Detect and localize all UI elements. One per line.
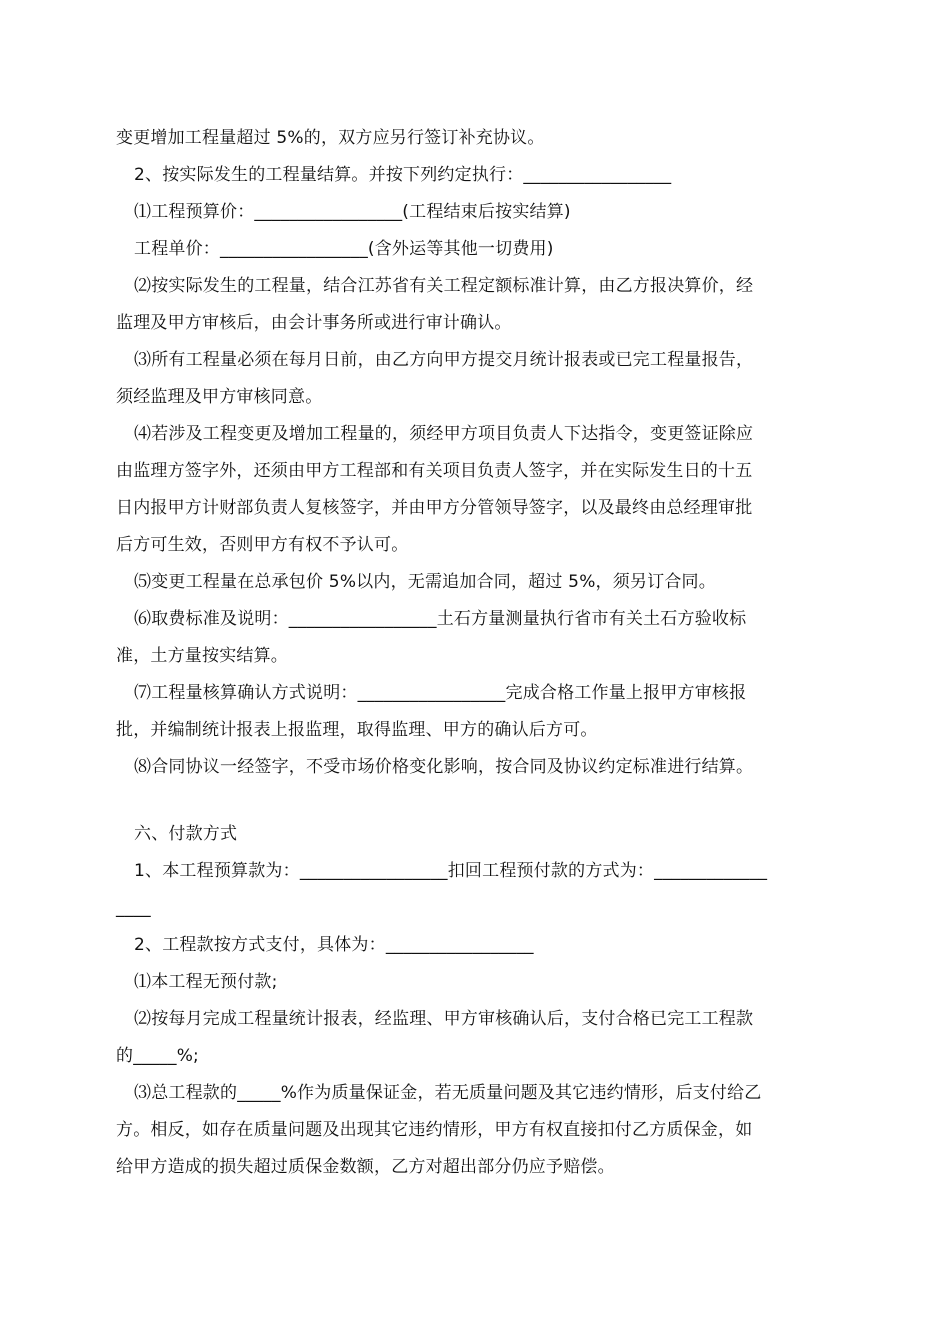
- text-line: 批，并编制统计报表上报监理，取得监理、甲方的确认后方可。: [116, 720, 598, 740]
- text-line: 后方可生效，否则甲方有权不予认可。: [116, 535, 409, 555]
- text-line: 2、按实际发生的工程量结算。并按下列约定执行：_________________: [134, 165, 672, 185]
- text-line: ⑻合同协议一经签字，不受市场价格变化影响，按合同及协议约定标准进行结算。: [134, 757, 754, 777]
- text-line: ⑶总工程款的_____%作为质量保证金，若无质量问题及其它违约情形，后支付给乙: [134, 1083, 762, 1103]
- text-line: 变更增加工程量超过 5%的，双方应另行签订补充协议。: [116, 128, 545, 148]
- text-line: ⑴本工程无预付款;: [134, 972, 278, 992]
- text-line: 须经监理及甲方审核同意。: [116, 387, 323, 407]
- text-line: 准，土方量按实结算。: [116, 646, 288, 666]
- text-line: 1、本工程预算款为：_________________扣回工程预付款的方式为：_____________: [134, 861, 768, 881]
- text-line: ⑴工程预算价：_________________(工程结束后按实结算): [134, 202, 571, 222]
- text-line: 给甲方造成的损失超过质保金数额，乙方对超出部分仍应予赔偿。: [116, 1157, 615, 1177]
- text-line: ⑷若涉及工程变更及增加工程量的，须经甲方项目负责人下达指令，变更签证除应: [134, 424, 754, 444]
- section-heading: 六、付款方式: [134, 824, 238, 844]
- text-line: 2、工程款按方式支付，具体为：_________________: [134, 935, 534, 955]
- text-line: 的_____%;: [116, 1046, 199, 1066]
- text-line: ⑵按每月完成工程量统计报表，经监理、甲方审核确认后，支付合格已完工工程款: [134, 1009, 754, 1029]
- text-line: ____: [116, 898, 151, 918]
- text-line: ⑵按实际发生的工程量，结合江苏省有关工程定额标准计算，由乙方报决算价，经: [134, 276, 754, 296]
- document-page: [116, 120, 836, 1186]
- text-line: 监理及甲方审核后，由会计事务所或进行审计确认。: [116, 313, 512, 333]
- text-line: 工程单价：_________________(含外运等其他一切费用): [134, 239, 554, 259]
- text-line: 由监理方签字外，还须由甲方工程部和有关项目负责人签字，并在实际发生日的十五: [116, 461, 753, 481]
- text-line: 方。相反，如存在质量问题及出现其它违约情形，甲方有权直接扣付乙方质保金，如: [116, 1120, 753, 1140]
- text-line: ⑺工程量核算确认方式说明：_________________完成合格工作量上报甲方审核报: [134, 683, 747, 703]
- text-line: ⑹取费标准及说明：_________________土石方量测量执行省市有关土石方验收标: [134, 609, 747, 629]
- text-line: ⑸变更工程量在总承包价 5%以内，无需追加合同，超过 5%，须另订合同。: [134, 572, 716, 592]
- section-gap: [116, 786, 836, 816]
- text-line: ⑶所有工程量必须在每月日前，由乙方向甲方提交月统计报表或已完工程量报告，: [134, 350, 754, 370]
- text-line: 日内报甲方计财部负责人复核签字，并由甲方分管领导签字，以及最终由总经理审批: [116, 498, 753, 518]
